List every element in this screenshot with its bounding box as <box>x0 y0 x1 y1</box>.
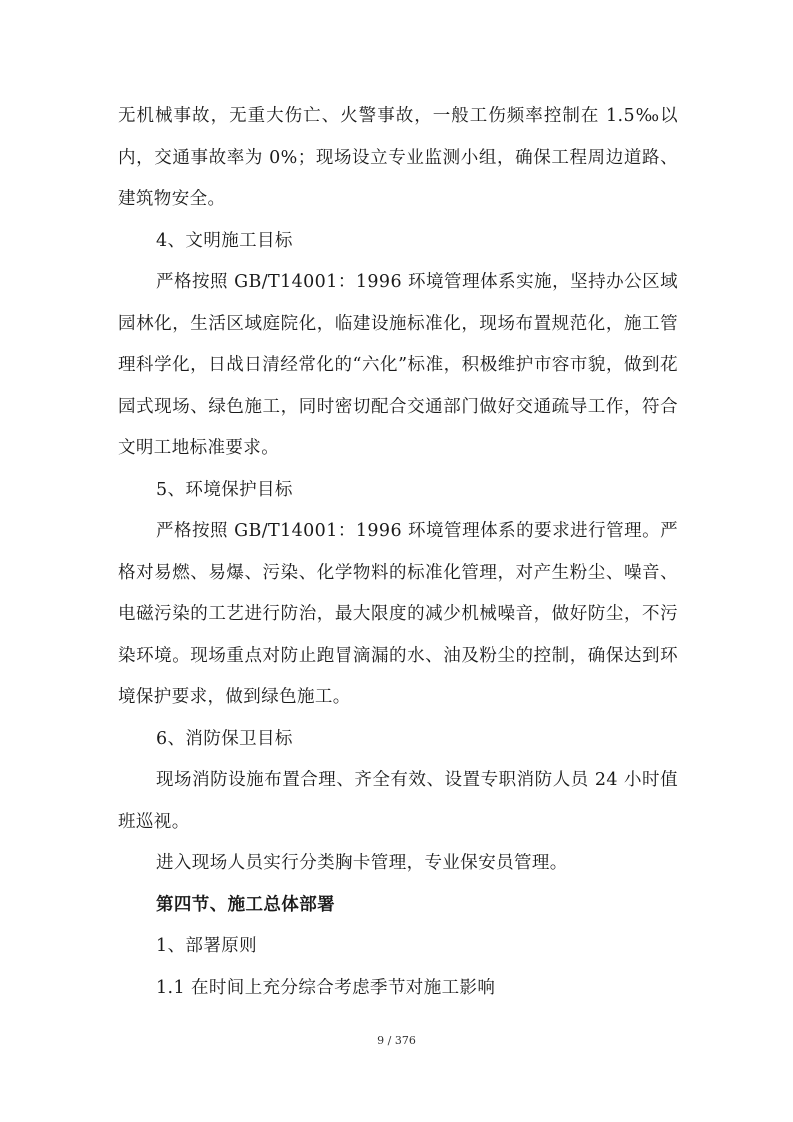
document-page <box>118 96 678 1009</box>
heading-environmental-protection-goal: 5、环境保护目标 <box>156 479 293 500</box>
paragraph-personnel-management: 进入现场人员实行分类胸卡管理，专业保安员管理。 <box>156 853 568 873</box>
page-number: 9 / 376 <box>377 1034 416 1047</box>
heading-deployment-principles: 1、部署原则 <box>156 936 258 956</box>
paragraph-civilized-construction: 严格按照 GB/T14001：1996 环境管理体系实施，坚持办公区域园林化，生活区域庭院化，临建设施标准化，现场布置规范化，施工管理科学化，日战日清经常化的“六化”标准，积极维护市容市貌，做到花园式现场、绿色施工，同时密切配合交通部门做好交通疏导工作，符合文明工地标准要求。 <box>118 272 678 458</box>
paragraph-environmental-protection: 严格按照 GB/T14001：1996 环境管理体系的要求进行管理。严格对易燃、易爆、污染、化学物料的标准化管理，对产生粉尘、噪音、电磁污染的工艺进行防治，最大限度的减少机械噪音，做好防尘，不污染环境。现场重点对防止跑冒滴漏的水、油及粉尘的控制，确保达到环境保护要求，做到绿色施工。 <box>118 521 678 707</box>
paragraph-safety-goal-continued: 无机械事故，无重大伤亡、火警事故，一般工伤频率控制在 1.5‰以内，交通事故率为 0%；现场设立专业监测小组，确保工程周边道路、建筑物安全。 <box>118 106 678 209</box>
heading-civilized-construction-goal: 4、文明施工目标 <box>156 230 293 251</box>
heading-seasonal-consideration: 1.1 在时间上充分综合考虑季节对施工影响 <box>156 977 496 998</box>
heading-fire-security-goal: 6、消防保卫目标 <box>156 728 293 749</box>
paragraph-fire-facilities: 现场消防设施布置合理、齐全有效、设置专职消防人员 24 小时值班巡视。 <box>118 770 678 832</box>
section-title-overall-deployment: 第四节、施工总体部署 <box>156 894 335 915</box>
